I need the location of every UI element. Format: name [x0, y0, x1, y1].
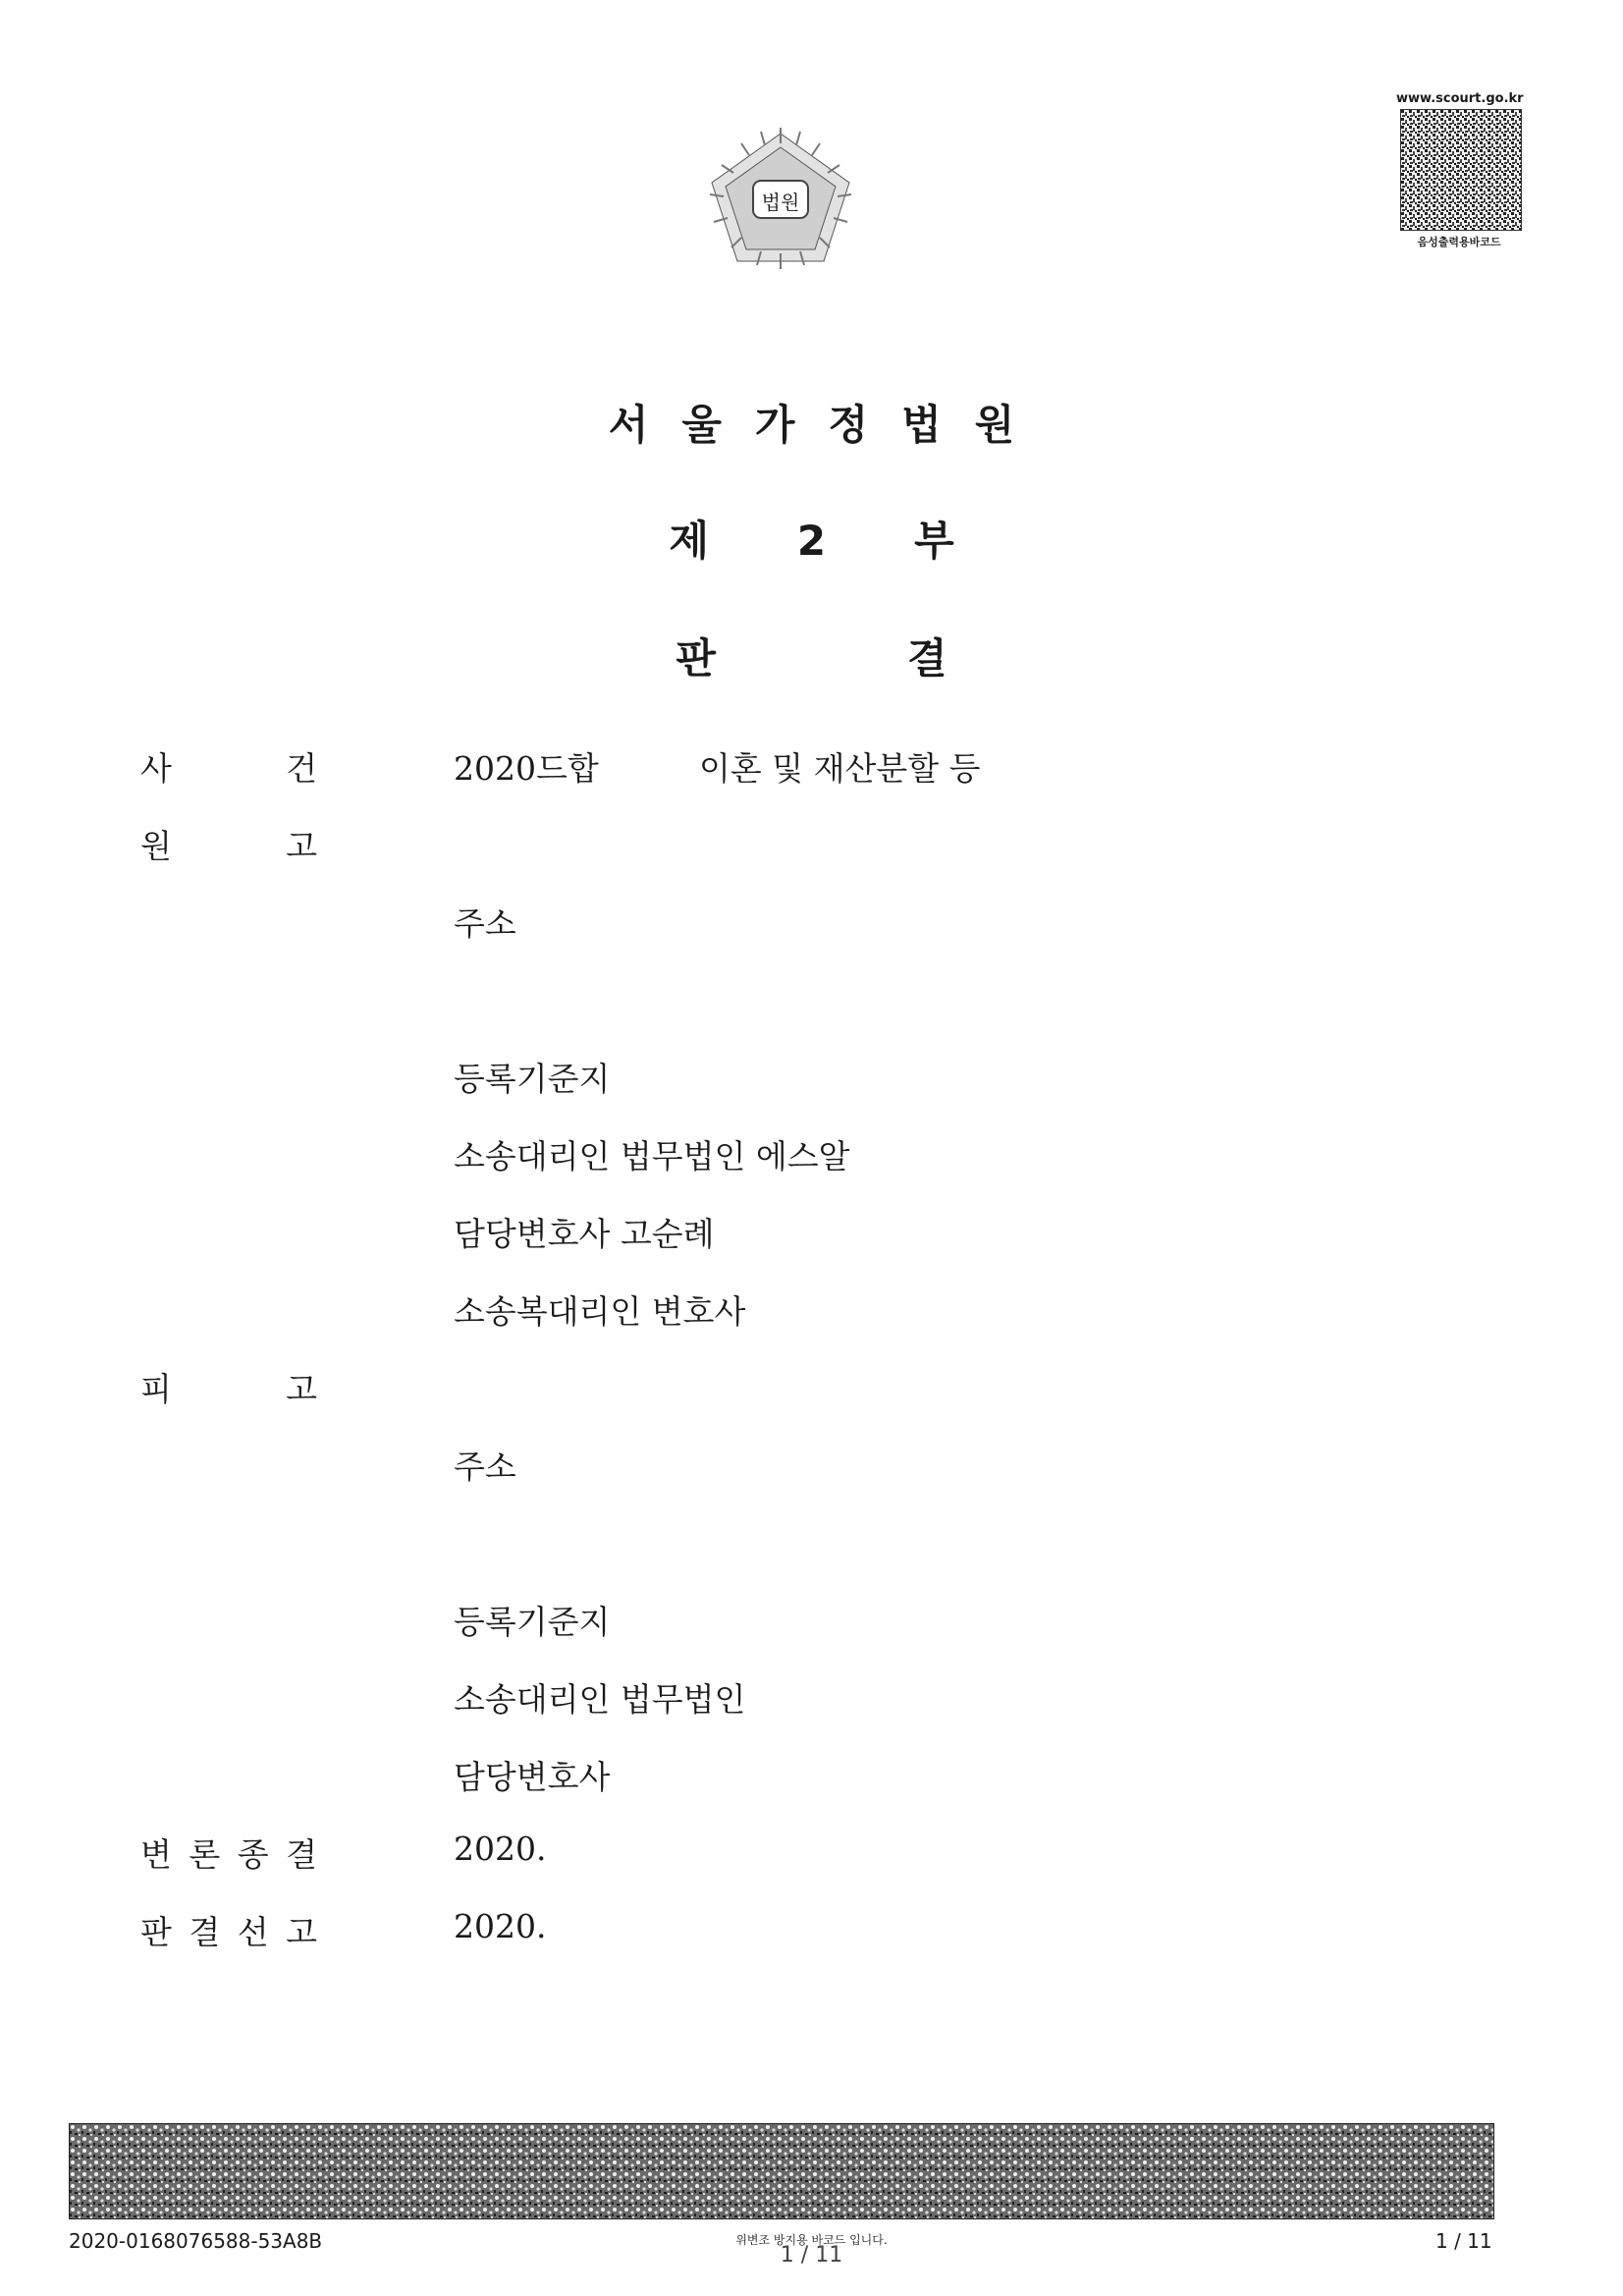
judgment-label: 판 결 선 고	[140, 1913, 317, 1951]
closing-date: 2020.	[454, 1830, 547, 1868]
document-id: 2020-0168076588-53A8B	[69, 2229, 323, 2253]
plaintiff-counsel: 소송대리인 법무법인 에스알	[454, 1137, 850, 1175]
case-number: 2020드합	[454, 749, 599, 788]
anti-forgery-barcode	[69, 2123, 1494, 2219]
emblem-text: 법원	[761, 191, 800, 214]
plaintiff-attorney: 담당변호사 고순례	[454, 1215, 715, 1253]
defendant-counsel: 소송대리인 법무법인	[454, 1680, 746, 1719]
voice-barcode-image	[1400, 109, 1522, 231]
barcode-strip-pattern-icon	[70, 2124, 1493, 2218]
closing-label: 변 론 종 결	[140, 1835, 317, 1874]
plaintiff-sub-counsel: 소송복대리인 변호사	[454, 1292, 746, 1331]
voice-barcode-caption: 음성출력용바코드	[1417, 236, 1501, 248]
page-number-center: 1 / 11	[780, 2243, 843, 2268]
document-type-heading: 판결	[676, 634, 1139, 683]
court-name-heading: 서울가정법원	[608, 401, 1049, 449]
judgment-date: 2020.	[454, 1907, 547, 1945]
plaintiff-address-label: 주소	[454, 904, 516, 943]
defendant-label: 피 고	[140, 1370, 317, 1408]
defendant-address-label: 주소	[454, 1448, 516, 1486]
case-name: 이혼 및 재산분할 등	[699, 749, 981, 788]
defendant-attorney: 담당변호사	[454, 1758, 611, 1796]
plaintiff-label: 원 고	[140, 827, 317, 865]
division-heading: 제2부	[669, 517, 1043, 565]
plaintiff-registry-label: 등록기준지	[454, 1060, 611, 1098]
court-emblem-logo	[702, 126, 859, 273]
case-label: 사 건	[140, 749, 317, 788]
defendant-registry-label: 등록기준지	[454, 1603, 611, 1641]
voice-barcode-block	[1396, 91, 1522, 249]
barcode-pattern-icon	[1401, 110, 1521, 230]
court-website-url: www.scourt.go.kr	[1396, 91, 1524, 106]
page-number-right: 1 / 11	[1435, 2229, 1492, 2253]
barcode-note: 위변조 방지용 바코드 입니다.	[735, 2233, 888, 2247]
